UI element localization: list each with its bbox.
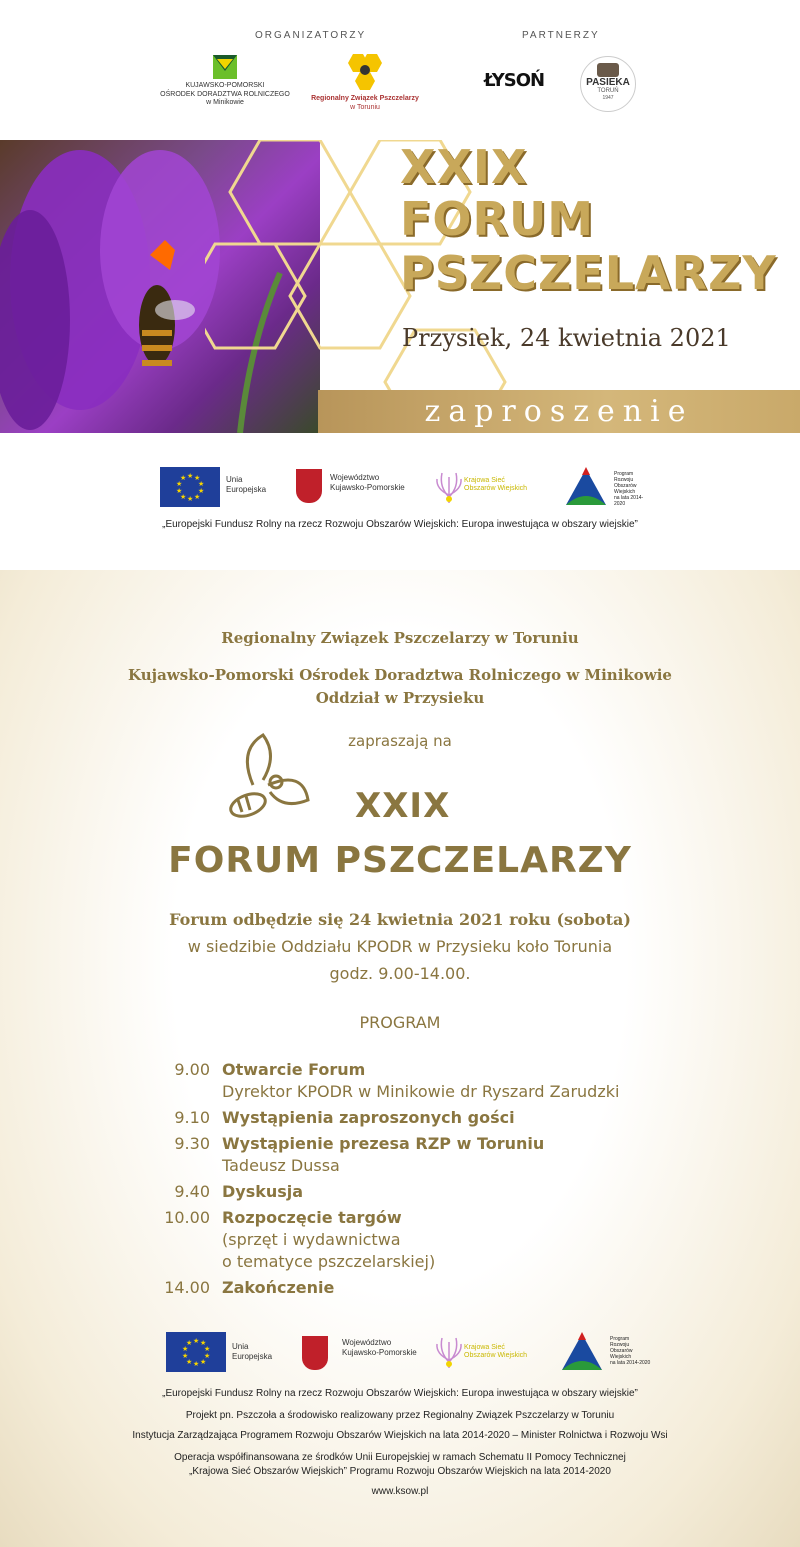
region-label-2: Kujawsko-Pomorskie	[330, 482, 405, 492]
footer-authority: Instytucja Zarządzająca Programem Rozwoju Obszarów Wiejskich na lata 2014-2020 – Minister Rolnictwa i Rozwoju Wsi	[132, 1430, 668, 1441]
svg-text:★: ★	[204, 1352, 211, 1360]
prow-label	[614, 471, 650, 507]
banner	[0, 140, 800, 433]
program-title: Zakończenie	[222, 1278, 335, 1297]
program-sub: o tematyce pszczelarskiej)	[222, 1252, 436, 1271]
ksow-logo-icon	[434, 467, 464, 505]
program-time: 9.10	[174, 1108, 210, 1127]
bee-line-icon	[218, 730, 328, 830]
region-label	[342, 1338, 417, 1357]
pasieka-name: PASIEKA	[586, 77, 630, 88]
banner-title-forum: FORUM	[400, 192, 595, 246]
region-coat-of-arms-icon	[302, 1336, 328, 1370]
program-item	[152, 1181, 672, 1203]
pasieka-year: 1947	[602, 95, 614, 101]
prow-label-5: na lata 2014-2020	[614, 495, 644, 507]
svg-text:★: ★	[194, 493, 201, 501]
program-sub: Tadeusz Dussa	[222, 1156, 340, 1175]
svg-text:★: ★	[200, 1339, 207, 1347]
event-date: Forum odbędzie się 24 kwietnia 2021 roku (sobota)	[169, 910, 631, 929]
funding-logos-bottom	[166, 1330, 656, 1378]
prow-label-1: Program	[614, 471, 634, 477]
eu-label-2: Europejska	[226, 484, 267, 494]
program-sub: (sprzęt i wydawnictwa	[222, 1230, 401, 1249]
svg-text:★: ★	[176, 487, 183, 495]
prow-label-3: Obszarów	[610, 1348, 633, 1354]
funding-motto: „Europejski Fundusz Rolny na rzecz Rozwoju Obszarów Wiejskich: Europa inwestująca w obszary wiejskie”	[162, 519, 638, 530]
kpodr-logo	[160, 55, 290, 108]
program-item	[152, 1107, 672, 1129]
footer-project: Projekt pn. Pszczoła a środowisko realizowany przez Regionalny Związek Pszczelarzy w Toruniu	[185, 1410, 615, 1421]
banner-title-pszczelarzy: PSZCZELARZY	[400, 246, 777, 300]
prow-label-4: Wiejskich	[614, 489, 636, 495]
footer-cofinance: Operacja współfinansowana ze środków Unii Europejskiej w ramach Schematu II Pomocy Technicznej	[174, 1452, 626, 1463]
beehive-icon	[597, 63, 619, 77]
event-hours: godz. 9.00-14.00.	[329, 964, 471, 983]
eu-label-1: Unia	[232, 1342, 249, 1351]
organizers-label: ORGANIZATORZY	[255, 30, 367, 41]
svg-text:★: ★	[187, 472, 194, 480]
ksow-logo-icon	[434, 1332, 464, 1370]
prow-label-1: Program	[610, 1336, 630, 1342]
program-time: 14.00	[164, 1278, 210, 1297]
funding-logos-top	[160, 465, 650, 513]
kpodr-line1: KUJAWSKO-POMORSKI	[185, 82, 265, 90]
prow-label-5: na lata 2014-2020	[610, 1360, 651, 1366]
eu-label	[232, 1342, 272, 1361]
eu-label-2: Europejska	[232, 1351, 273, 1361]
prow-logo-icon	[562, 465, 610, 509]
rzp-line2: w Toruniu	[350, 103, 380, 111]
program-title: Wystąpienie prezesa RZP w Toruniu	[222, 1134, 545, 1153]
invitation-bar: zaproszenie	[318, 390, 800, 433]
svg-text:★: ★	[186, 1358, 193, 1366]
footer-motto: „Europejski Fundusz Rolny na rzecz Rozwoju Obszarów Wiejskich: Europa inwestująca w obszary wiejskie”	[162, 1388, 638, 1399]
organizer-kpodr-branch: Oddział w Przysieku	[315, 689, 485, 707]
region-label	[330, 473, 405, 492]
organizer-rzp: Regionalny Związek Pszczelarzy w Toruniu	[221, 629, 579, 647]
svg-text:★: ★	[194, 474, 201, 482]
region-label-2: Kujawsko-Pomorskie	[342, 1347, 417, 1357]
svg-text:★: ★	[182, 1352, 189, 1360]
program-item	[152, 1277, 672, 1299]
prow-label	[610, 1336, 650, 1366]
program-item	[152, 1133, 672, 1177]
prow-label-2: Rozwoju	[614, 477, 634, 483]
program-heading: PROGRAM	[359, 1013, 441, 1032]
kpodr-logo-icon	[213, 55, 237, 79]
prow-label-3: Obszarów	[614, 483, 637, 489]
partners-label: PARTNERZY	[522, 30, 600, 41]
organizer-kpodr: Kujawsko-Pomorski Ośrodek Doradztwa Rolniczego w Minikowie	[128, 666, 672, 684]
program-title: Rozpoczęcie targów	[222, 1208, 402, 1227]
footer-url[interactable]: www.ksow.pl	[371, 1486, 429, 1497]
program-title: Otwarcie Forum	[222, 1060, 366, 1079]
program-time: 9.30	[174, 1134, 210, 1153]
rzp-logo	[300, 52, 430, 112]
program-title: Wystąpienia zaproszonych gości	[222, 1108, 515, 1127]
svg-text:★: ★	[176, 480, 183, 488]
program-item	[152, 1059, 672, 1103]
ksow-label-1: Krajowa Sieć	[464, 1344, 505, 1351]
prow-label-4: Wiejskich	[610, 1354, 632, 1360]
ksow-label-2: Obszarów Wiejskich	[464, 1351, 528, 1359]
svg-text:★: ★	[198, 487, 205, 495]
forum-name: FORUM PSZCZELARZY	[168, 840, 632, 881]
eu-flag-icon	[160, 467, 220, 507]
svg-text:★: ★	[180, 474, 187, 482]
program-sub: Dyrektor KPODR w Minikowie dr Ryszard Zarudzki	[222, 1082, 620, 1101]
region-label-1: Województwo	[342, 1338, 392, 1347]
ksow-label	[464, 477, 527, 492]
banner-title-num: XXIX	[400, 140, 528, 194]
footer-ksow-program: „Krajowa Sieć Obszarów Wiejskich” Programu Rozwoju Obszarów Wiejskich na lata 2014-2020	[189, 1466, 611, 1477]
svg-text:★: ★	[198, 480, 205, 488]
banner-date: Przysiek, 24 kwietnia 2021	[402, 324, 731, 352]
program-time: 9.40	[174, 1182, 210, 1201]
pasieka-logo	[580, 56, 636, 112]
ksow-label-1: Krajowa Sieć	[464, 477, 505, 484]
svg-text:★: ★	[182, 1345, 189, 1353]
invite-phrase: zapraszają na	[348, 732, 452, 750]
kpodr-line2: OŚRODEK DORADZTWA ROLNICZEGO	[160, 90, 290, 98]
kpodr-line3: w Minikowie	[206, 99, 244, 107]
ksow-label	[464, 1344, 527, 1359]
svg-text:★: ★	[186, 1339, 193, 1347]
program-time: 10.00	[164, 1208, 210, 1227]
rzp-line1: Regionalny Związek Pszczelarzy	[311, 95, 419, 103]
svg-text:★: ★	[200, 1358, 207, 1366]
ksow-label-2: Obszarów Wiejskich	[464, 484, 528, 492]
svg-text:★: ★	[204, 1345, 211, 1353]
prow-label-2: Rozwoju	[610, 1342, 630, 1348]
eu-label-1: Unia	[226, 475, 243, 484]
lyson-logo: ŁYSOŃ	[484, 70, 545, 91]
program-title: Dyskusja	[222, 1182, 304, 1201]
event-place: w siedzibie Oddziału KPODR w Przysieku koło Torunia	[187, 937, 613, 956]
svg-text:★: ★	[187, 495, 194, 503]
program-list	[152, 1059, 672, 1299]
prow-logo-icon	[558, 1330, 606, 1374]
eu-label	[226, 475, 266, 494]
region-label-1: Województwo	[330, 473, 380, 482]
svg-text:★: ★	[193, 1360, 200, 1368]
honeycomb-icon	[339, 52, 391, 92]
region-coat-of-arms-icon	[296, 469, 322, 503]
program-time: 9.00	[174, 1060, 210, 1079]
svg-text:★: ★	[180, 493, 187, 501]
pasieka-sub: TORUŃ	[597, 88, 619, 94]
svg-text:★: ★	[193, 1337, 200, 1345]
eu-flag-icon	[166, 1332, 226, 1372]
forum-number: XXIX	[355, 786, 451, 826]
program-item	[152, 1207, 672, 1273]
